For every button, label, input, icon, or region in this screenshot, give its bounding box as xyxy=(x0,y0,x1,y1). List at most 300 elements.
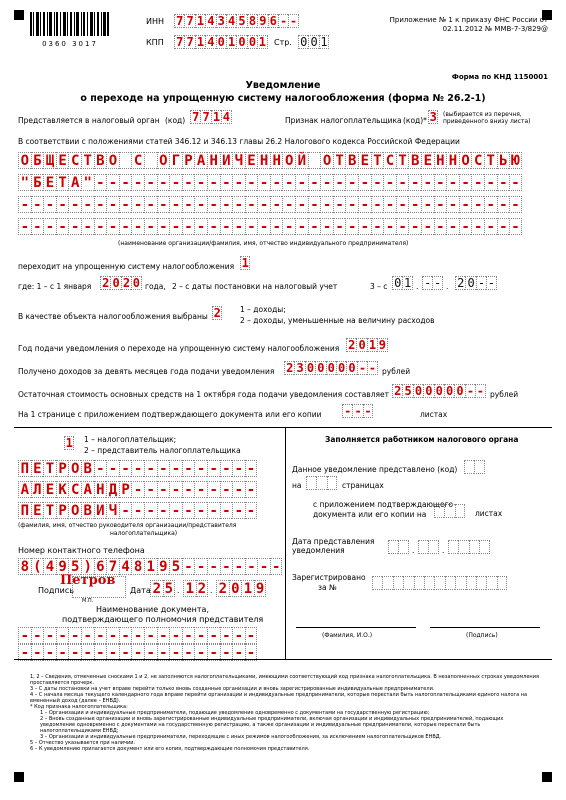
object-label: В качестве объекта налогообложения выбраны xyxy=(18,312,208,321)
char-cell: - xyxy=(144,481,157,498)
char-cell: - xyxy=(270,558,283,575)
transition-date-day xyxy=(392,276,413,290)
doc-label2: подтверждающего полномочия представителя xyxy=(62,615,264,624)
char-cell: 8 xyxy=(247,14,257,28)
char-cell: - xyxy=(368,361,376,375)
char-cell: - xyxy=(408,196,421,213)
char-cell: С xyxy=(68,152,81,169)
char-cell: - xyxy=(207,174,220,191)
char-cell: - xyxy=(94,644,107,661)
taxpayer-sign-label: Признак налогоплательщика xyxy=(285,116,402,125)
char-cell: - xyxy=(459,196,472,213)
char-cell: - xyxy=(333,218,346,235)
char-cell: 0 xyxy=(305,361,315,375)
char-cell xyxy=(445,576,455,590)
char-cell: - xyxy=(232,502,245,519)
char-cell: - xyxy=(320,174,333,191)
char-cell: - xyxy=(270,196,283,213)
transition-where-label: где: 1 – с 1 января xyxy=(18,282,92,291)
char-cell: - xyxy=(31,218,44,235)
char-cell: - xyxy=(282,174,295,191)
char-cell: Е xyxy=(421,152,434,169)
char-cell: - xyxy=(119,502,132,519)
date-dot: . xyxy=(210,586,213,595)
char-cell: - xyxy=(43,627,56,644)
char-cell: Щ xyxy=(43,152,56,169)
char-cell: 9 xyxy=(254,580,267,597)
char-cell: А xyxy=(68,174,81,191)
char-cell: Т xyxy=(56,174,69,191)
sign-date-year xyxy=(216,580,266,597)
char-cell xyxy=(486,576,496,590)
char-cell: 1 xyxy=(241,256,249,270)
char-cell: - xyxy=(434,218,447,235)
char-cell: - xyxy=(157,218,170,235)
char-cell: 5 xyxy=(163,580,176,597)
char-cell xyxy=(308,152,321,169)
doc-row-2 xyxy=(18,644,257,661)
char-cell: - xyxy=(308,196,321,213)
char-cell: - xyxy=(56,644,69,661)
char-cell: 0 xyxy=(326,361,336,375)
char-cell: - xyxy=(484,196,497,213)
char-cell: - xyxy=(182,460,195,477)
char-cell: - xyxy=(131,627,144,644)
char-cell: - xyxy=(207,196,220,213)
char-cell: 0 xyxy=(216,35,226,49)
corner-marker-bottom-left xyxy=(14,772,24,782)
char-cell: - xyxy=(182,481,195,498)
char-cell: - xyxy=(434,174,447,191)
footnotes xyxy=(30,674,540,752)
char-cell xyxy=(414,576,424,590)
appendix-line2: 02.11.2012 № ММВ-7-3/829@ xyxy=(442,25,548,33)
date-dot: . xyxy=(416,282,419,291)
char-cell: 7 xyxy=(174,14,184,28)
signer-last-name-cells xyxy=(18,460,257,477)
char-cell: - xyxy=(220,481,233,498)
char-cell: - xyxy=(194,460,207,477)
char-cell: - xyxy=(182,174,195,191)
char-cell: - xyxy=(157,502,170,519)
char-cell: Ч xyxy=(232,152,245,169)
char-cell: - xyxy=(207,218,220,235)
inn-cells xyxy=(174,14,299,28)
char-cell: Й xyxy=(295,152,308,169)
char-cell: - xyxy=(352,404,362,418)
char-cell: - xyxy=(320,218,333,235)
char-cell: 1 xyxy=(211,110,221,124)
officer-attached-unit: листах xyxy=(475,509,503,518)
residual-cells xyxy=(392,384,486,398)
char-cell: Б xyxy=(31,174,44,191)
char-cell: 2 xyxy=(100,276,110,290)
char-cell: О xyxy=(106,152,119,169)
char-cell: - xyxy=(421,174,434,191)
object-cell xyxy=(212,306,222,320)
char-cell: - xyxy=(169,481,182,498)
footnote: 2 – Вновь созданные организации и вновь зарегистрированные индивидуальные предприниматели, включая организации и индивидуальных предпринимателей, подающих уведомление одновременно с документами на государственную регистрацию, а также организации и индивидуальные предприниматели, которые перестали быть налогоплательщиками ЕНВД; xyxy=(40,716,504,734)
char-cell: - xyxy=(31,627,44,644)
phone-label: Номер контактного телефона xyxy=(18,546,145,555)
submission-label: Представляется в налоговый орган xyxy=(18,116,160,125)
char-cell: 0 xyxy=(454,384,464,398)
char-cell: 0 xyxy=(413,384,423,398)
char-cell: - xyxy=(345,174,358,191)
officer-pages-cells xyxy=(306,476,337,490)
char-cell: - xyxy=(94,174,107,191)
char-cell: Н xyxy=(446,152,459,169)
char-cell: 0 xyxy=(247,35,257,49)
char-cell: - xyxy=(245,502,258,519)
char-cell xyxy=(306,476,316,490)
char-cell: 4 xyxy=(119,558,132,575)
char-cell: - xyxy=(119,174,132,191)
officer-signature-caption: (Подпись) xyxy=(466,632,498,639)
char-cell: - xyxy=(270,218,283,235)
char-cell: - xyxy=(408,218,421,235)
char-cell: - xyxy=(422,276,432,290)
char-cell: - xyxy=(106,196,119,213)
char-cell: 7 xyxy=(106,558,119,575)
char-cell: - xyxy=(31,644,44,661)
signer-type-opt2: 2 – представитель налогоплательщика xyxy=(84,446,241,455)
char-cell: - xyxy=(257,558,270,575)
char-cell: ( xyxy=(31,558,44,575)
char-cell: - xyxy=(157,196,170,213)
notice-year-cells xyxy=(346,338,388,352)
char-cell: С xyxy=(471,152,484,169)
char-cell: С xyxy=(131,152,144,169)
barcode-number: 0360 3017 xyxy=(42,40,98,48)
char-cell: - xyxy=(207,460,220,477)
char-cell: - xyxy=(396,218,409,235)
officer-signature-line xyxy=(430,627,540,628)
char-cell: А xyxy=(194,152,207,169)
char-cell: Ю xyxy=(509,152,522,169)
char-cell xyxy=(388,540,398,554)
object-opt2: 2 – доходы, уменьшенные на величину расходов xyxy=(240,316,435,325)
char-cell: Т xyxy=(371,152,384,169)
char-cell: - xyxy=(182,502,195,519)
char-cell: 7 xyxy=(200,110,210,124)
char-cell: - xyxy=(308,174,321,191)
char-cell: - xyxy=(131,196,144,213)
officer-date-label2: уведомления xyxy=(292,546,345,555)
char-cell: - xyxy=(94,218,107,235)
char-cell: - xyxy=(94,460,107,477)
char-cell: 0 xyxy=(423,384,433,398)
char-cell xyxy=(497,576,507,590)
char-cell: - xyxy=(232,196,245,213)
char-cell: - xyxy=(106,644,119,661)
footnote: * Код признака налогоплательщика: xyxy=(30,704,128,710)
char-cell: - xyxy=(364,404,372,418)
char-cell: 1 xyxy=(258,35,266,49)
footnote: 1 – Организации и индивидуальные предприниматели, подающие уведомление одновременно с документами на государственную регистрацию; xyxy=(40,710,430,716)
char-cell: Т xyxy=(333,152,346,169)
char-cell: 4 xyxy=(226,14,236,28)
char-cell xyxy=(403,576,413,590)
char-cell: - xyxy=(476,276,486,290)
char-cell xyxy=(455,504,465,518)
footnote: 1, 2 – Сведения, отмеченные сносками 1 и 2, не заполняются налогоплательщиками, имеющими соответствующий код признака налогоплательщика. В незаполненных строках уведомления проставляется прочерк. xyxy=(30,674,539,686)
inn-label: ИНН xyxy=(146,17,165,26)
char-cell: 2 xyxy=(216,580,229,597)
char-cell: Е xyxy=(56,152,69,169)
char-cell: 7 xyxy=(184,35,194,49)
char-cell: - xyxy=(169,627,182,644)
char-cell: - xyxy=(282,218,295,235)
char-cell: - xyxy=(497,196,510,213)
char-cell: - xyxy=(194,502,207,519)
char-cell: 4 xyxy=(222,110,230,124)
char-cell: - xyxy=(169,502,182,519)
footnote: 3 – Организации и индивидуальные предприниматели, переходящие с иных режимов налогообложения, за исключением налогоплательщиков ЕНВД. xyxy=(40,734,442,740)
signer-type-cell xyxy=(64,436,74,450)
char-cell: - xyxy=(144,502,157,519)
residual-label: Остаточная стоимость основных средств на 1 октября года подачи уведомления составляет xyxy=(18,390,390,399)
char-cell: - xyxy=(232,627,245,644)
char-cell: 3 xyxy=(294,361,304,375)
char-cell: - xyxy=(68,196,81,213)
char-cell: - xyxy=(194,174,207,191)
char-cell: - xyxy=(232,218,245,235)
char-cell: 3 xyxy=(429,110,437,124)
org-name-row-4 xyxy=(18,218,522,235)
page-cells xyxy=(298,35,329,49)
char-cell: 0 xyxy=(346,361,356,375)
char-cell: - xyxy=(68,644,81,661)
char-cell: - xyxy=(245,218,258,235)
char-cell: 8 xyxy=(18,558,31,575)
char-cell: - xyxy=(169,644,182,661)
char-cell: - xyxy=(371,196,384,213)
char-cell: 9 xyxy=(56,558,69,575)
char-cell: Е xyxy=(358,152,371,169)
char-cell: 9 xyxy=(157,558,170,575)
char-cell: - xyxy=(446,218,459,235)
char-cell: - xyxy=(56,196,69,213)
char-cell: - xyxy=(232,174,245,191)
char-cell: " xyxy=(18,174,31,191)
char-cell: - xyxy=(434,196,447,213)
officer-registered-cells xyxy=(372,576,507,590)
pages-cells xyxy=(342,404,373,418)
char-cell: 1 xyxy=(367,338,377,352)
char-cell: 2 xyxy=(455,276,465,290)
char-cell: - xyxy=(157,627,170,644)
char-cell: - xyxy=(497,174,510,191)
char-cell: - xyxy=(43,218,56,235)
char-cell: 2 xyxy=(121,276,131,290)
char-cell: 0 xyxy=(315,361,325,375)
char-cell: В xyxy=(408,152,421,169)
char-cell: 0 xyxy=(336,361,346,375)
char-cell: - xyxy=(194,218,207,235)
char-cell: - xyxy=(182,218,195,235)
char-cell: - xyxy=(357,361,367,375)
tax-office-code-cells xyxy=(190,110,232,124)
org-name-caption: (наименование организации/фамилия, имя, отчество индивидуального предпринимателя) xyxy=(118,240,409,247)
char-cell: 8 xyxy=(131,558,144,575)
form-code: Форма по КНД 1150001 xyxy=(451,73,548,81)
signature-label: Подпись xyxy=(38,586,74,595)
char-cell: - xyxy=(131,460,144,477)
char-cell: - xyxy=(245,644,258,661)
char-cell: Р xyxy=(119,481,132,498)
char-cell: Т xyxy=(43,460,56,477)
char-cell: О xyxy=(18,152,31,169)
officer-attached-cells xyxy=(434,504,465,518)
footnote: 4 – С начала месяца текущего календарного года вправе перейти организации и индивидуальные предприниматели, которые перестали быть налогоплательщиками единого налога на вмененный доход (далее – ЕНВД). xyxy=(30,692,528,704)
footnote: 6 – К уведомлению прилагается документ или его копия, подтверждающие полномочия представителя. xyxy=(30,746,310,752)
char-cell: - xyxy=(278,14,288,28)
char-cell xyxy=(479,540,489,554)
char-cell: 0 xyxy=(298,35,308,49)
sign-date-month xyxy=(183,580,208,597)
char-cell: - xyxy=(94,627,107,644)
officer-presented-cells xyxy=(464,460,485,474)
char-cell: - xyxy=(169,196,182,213)
char-cell xyxy=(144,152,157,169)
officer-date-day xyxy=(388,540,409,554)
char-cell: 6 xyxy=(268,14,278,28)
char-cell: Г xyxy=(169,152,182,169)
char-cell: 2 xyxy=(213,306,221,320)
char-cell: 2 xyxy=(392,384,402,398)
char-cell: В xyxy=(81,460,94,477)
char-cell: - xyxy=(509,174,522,191)
char-cell: - xyxy=(245,174,258,191)
signer-middle-name-cells xyxy=(18,502,257,519)
char-cell: 6 xyxy=(94,558,107,575)
corner-marker-top-left xyxy=(14,10,24,20)
char-cell: 0 xyxy=(392,276,402,290)
char-cell: - xyxy=(245,460,258,477)
income-label: Получено доходов за девять месяцев года подачи уведомления xyxy=(18,367,275,376)
char-cell: - xyxy=(207,627,220,644)
law-text: В соответствии с положениями статей 346.12 и 346.13 главы 26.2 Налогового кодекса Российской Федерации xyxy=(18,137,460,146)
char-cell: - xyxy=(56,627,69,644)
officer-date-month xyxy=(418,540,439,554)
char-cell: 9 xyxy=(257,14,267,28)
char-cell: Е xyxy=(31,460,44,477)
char-cell: О xyxy=(320,152,333,169)
char-cell: - xyxy=(487,276,495,290)
char-cell: - xyxy=(157,644,170,661)
char-cell: - xyxy=(81,644,94,661)
char-cell xyxy=(316,476,326,490)
char-cell: - xyxy=(446,174,459,191)
date-label: Дата xyxy=(130,586,151,595)
char-cell: - xyxy=(484,174,497,191)
char-cell: - xyxy=(245,481,258,498)
char-cell: Р xyxy=(56,460,69,477)
char-cell: - xyxy=(157,174,170,191)
char-cell: В xyxy=(345,152,358,169)
char-cell: - xyxy=(220,558,233,575)
taxpayer-sign-code-label: (код)* xyxy=(403,116,427,125)
pages-label: На 1 странице с приложением подтверждающего документа или его копии xyxy=(18,410,322,419)
char-cell: 1 xyxy=(403,276,412,290)
residual-unit: рублей xyxy=(490,390,519,399)
char-cell: - xyxy=(257,218,270,235)
footnote: 5 – Отчество указывается при наличии. xyxy=(30,740,136,746)
char-cell: - xyxy=(257,174,270,191)
char-cell: - xyxy=(232,481,245,498)
kpp-cells xyxy=(174,35,268,49)
char-cell xyxy=(469,540,479,554)
appendix-line1: Приложение № 1 к приказу ФНС России от xyxy=(389,16,548,24)
char-cell: 7 xyxy=(174,35,184,49)
char-cell: - xyxy=(207,502,220,519)
char-cell: В xyxy=(94,152,107,169)
char-cell: - xyxy=(383,174,396,191)
section-divider xyxy=(14,427,552,428)
char-cell: - xyxy=(131,502,144,519)
char-cell: А xyxy=(18,481,31,498)
char-cell: О xyxy=(459,152,472,169)
char-cell: - xyxy=(144,218,157,235)
char-cell: - xyxy=(194,644,207,661)
char-cell: - xyxy=(383,218,396,235)
char-cell xyxy=(382,576,392,590)
char-cell: - xyxy=(194,627,207,644)
char-cell: - xyxy=(131,644,144,661)
char-cell: 7 xyxy=(190,110,200,124)
char-cell: 1 xyxy=(183,580,196,597)
char-cell: - xyxy=(119,196,132,213)
char-cell xyxy=(444,504,454,518)
char-cell: 0 xyxy=(236,35,246,49)
char-cell: - xyxy=(446,196,459,213)
char-cell: - xyxy=(465,384,475,398)
title-line1: Уведомление xyxy=(245,80,321,91)
char-cell: - xyxy=(182,644,195,661)
date-dot: . xyxy=(446,282,449,291)
footnote: 3 – С даты постановки на учет вправе перейти только вновь созданные организации и вновь зарегистрированные индивидуальные предприниматели. xyxy=(30,686,435,692)
char-cell: - xyxy=(471,218,484,235)
char-cell: - xyxy=(471,174,484,191)
char-cell: - xyxy=(169,460,182,477)
char-cell: Н xyxy=(434,152,447,169)
char-cell: - xyxy=(345,196,358,213)
char-cell xyxy=(372,576,382,590)
char-cell: - xyxy=(245,627,258,644)
char-cell: - xyxy=(282,196,295,213)
char-cell: - xyxy=(56,218,69,235)
char-cell: 0 xyxy=(132,276,140,290)
page-label: Стр. xyxy=(274,38,292,47)
char-cell xyxy=(434,504,444,518)
char-cell: А xyxy=(81,481,94,498)
taxpayer-sign-note: (выбирается из перечня, приведенного внизу листа) xyxy=(443,111,531,125)
char-cell: - xyxy=(81,627,94,644)
officer-presented-label: Данное уведомление представлено (код) xyxy=(292,465,458,474)
transition-option2: 2 – с даты постановки на налоговый учет xyxy=(172,282,338,291)
char-cell: - xyxy=(358,196,371,213)
char-cell: - xyxy=(295,218,308,235)
char-cell: Ь xyxy=(497,152,510,169)
char-cell: Т xyxy=(43,502,56,519)
char-cell: 1 xyxy=(226,35,236,49)
object-opt1: 1 – доходы; xyxy=(240,305,286,314)
char-cell: - xyxy=(157,460,170,477)
char-cell: - xyxy=(43,196,56,213)
char-cell xyxy=(476,576,486,590)
char-cell: Л xyxy=(31,481,44,498)
